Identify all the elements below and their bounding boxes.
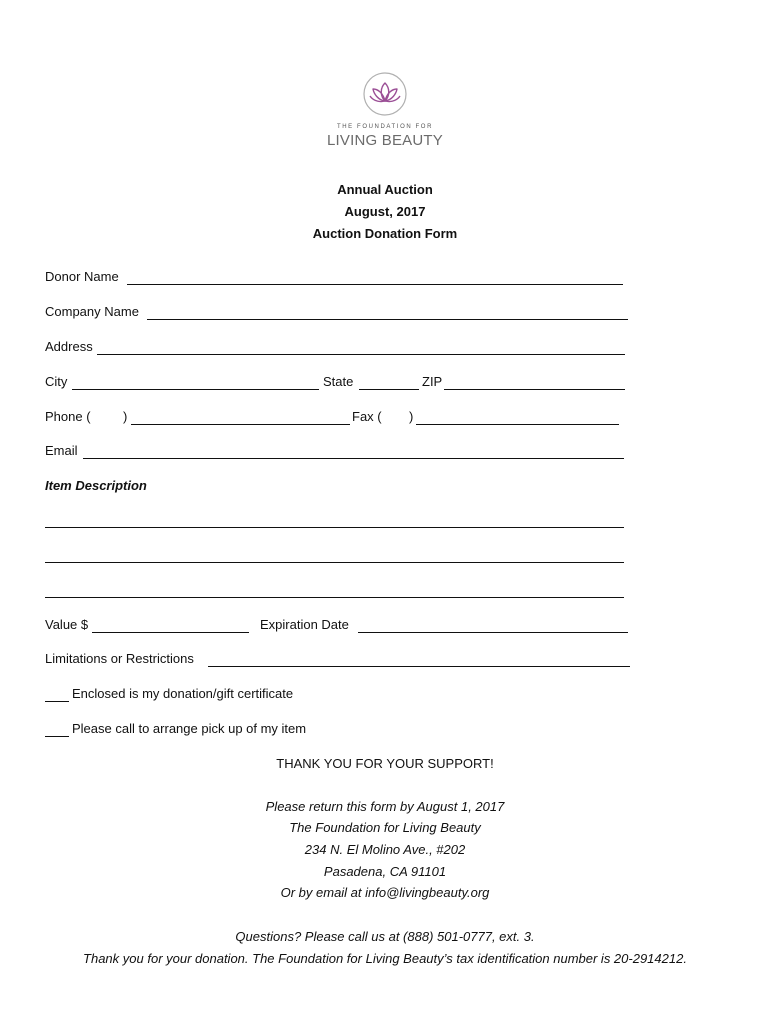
value-field[interactable] bbox=[92, 632, 249, 633]
form-title: Auction Donation Form bbox=[312, 226, 458, 241]
org-email: Or by email at info@livingbeauty.org bbox=[280, 885, 490, 900]
expiration-date-field[interactable] bbox=[358, 632, 628, 633]
phone-label: Phone ( bbox=[45, 409, 91, 424]
limitations-field[interactable] bbox=[208, 666, 630, 667]
item-description-line-1[interactable] bbox=[45, 527, 624, 528]
company-name-field[interactable] bbox=[147, 319, 628, 320]
enclosed-label: Enclosed is my donation/gift certificate bbox=[72, 686, 294, 701]
org-name: The Foundation for Living Beauty bbox=[289, 820, 481, 835]
logo-tagline: THE FOUNDATION FOR bbox=[336, 124, 434, 130]
questions-text: Questions? Please call us at (888) 501-0777, ext. 3. bbox=[235, 929, 535, 944]
state-field[interactable] bbox=[359, 389, 419, 390]
lotus-logo-icon bbox=[361, 70, 409, 118]
address-field[interactable] bbox=[97, 354, 625, 355]
item-description-line-3[interactable] bbox=[45, 597, 624, 598]
donor-name-field[interactable] bbox=[127, 284, 623, 285]
tax-id-text: Thank you for your donation. The Foundation for Living Beauty’s tax identification number is 20-2914212. bbox=[83, 951, 687, 966]
event-date: August, 2017 bbox=[344, 204, 426, 219]
email-field[interactable] bbox=[83, 458, 624, 459]
fax-label: Fax ( bbox=[352, 409, 382, 424]
logo-wordmark: LIVING BEAUTY bbox=[327, 132, 443, 149]
enclosed-checkbox-line[interactable] bbox=[45, 701, 69, 702]
address-label: Address bbox=[45, 339, 93, 354]
pickup-label: Please call to arrange pick up of my item bbox=[72, 721, 307, 736]
event-title: Annual Auction bbox=[337, 182, 433, 197]
fax-field[interactable] bbox=[416, 424, 619, 425]
return-by-text: Please return this form by August 1, 2017 bbox=[265, 799, 505, 814]
zip-label: ZIP bbox=[422, 374, 443, 389]
foundation-logo bbox=[323, 70, 447, 152]
state-label: State bbox=[323, 374, 354, 389]
org-city: Pasadena, CA 91101 bbox=[323, 864, 447, 879]
limitations-label: Limitations or Restrictions bbox=[45, 651, 194, 666]
company-name-label: Company Name bbox=[45, 304, 139, 319]
city-field[interactable] bbox=[72, 389, 319, 390]
item-description-line-2[interactable] bbox=[45, 562, 624, 563]
expiration-date-label: Expiration Date bbox=[260, 617, 349, 632]
pickup-checkbox-line[interactable] bbox=[45, 736, 69, 737]
phone-paren-close: ) bbox=[123, 409, 128, 424]
zip-field[interactable] bbox=[444, 389, 625, 390]
org-street: 234 N. El Molino Ave., #202 bbox=[304, 842, 466, 857]
donor-name-label: Donor Name bbox=[45, 269, 119, 284]
email-label: Email bbox=[45, 443, 78, 458]
thank-you-heading: THANK YOU FOR YOUR SUPPORT! bbox=[276, 756, 494, 771]
item-description-label: Item Description bbox=[45, 478, 147, 493]
phone-field[interactable] bbox=[131, 424, 350, 425]
fax-paren-close: ) bbox=[409, 409, 414, 424]
city-label: City bbox=[45, 374, 68, 389]
value-label: Value $ bbox=[45, 617, 89, 632]
